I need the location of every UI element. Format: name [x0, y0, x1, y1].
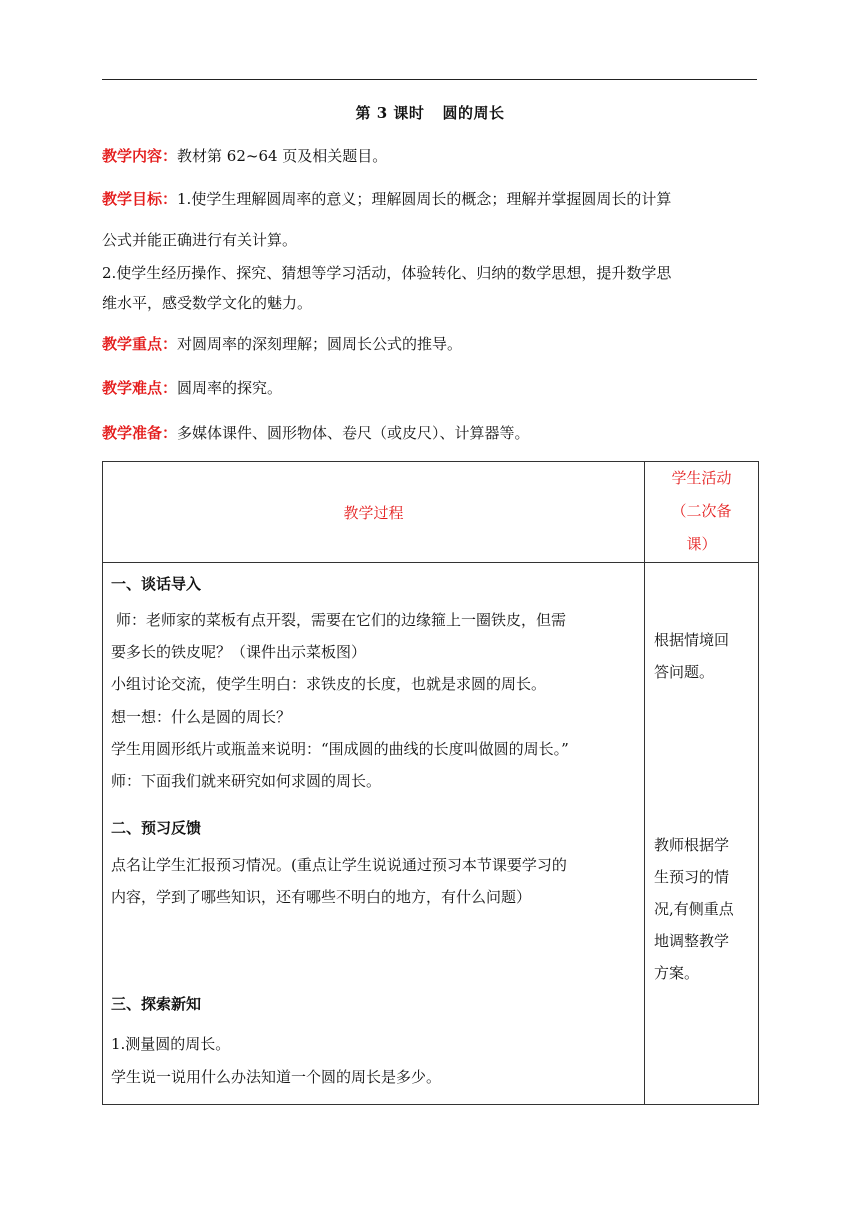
s1-p3: 想一想：什么是圆的周长？: [111, 708, 292, 726]
r2-line5: 方案。: [654, 964, 700, 982]
teaching-goals-item2-line2: 维水平，感受数学文化的魅力。: [102, 294, 313, 312]
header-rule: [102, 79, 757, 80]
header-right-line3: 课）: [686, 535, 717, 553]
s1-p1-line2: 要多长的铁皮呢？（课件出示菜板图）: [111, 643, 367, 661]
s3-p1: 1.测量圆的周长。: [111, 1035, 231, 1053]
teaching-content-text: 教材第 62~64 页及相关题目。: [177, 147, 388, 165]
teaching-difficulty: [102, 377, 758, 399]
section-3-title: 三、探索新知: [111, 995, 202, 1013]
r2-line4: 地调整教学: [654, 932, 730, 950]
s1-p4: 学生用圆形纸片或瓶盖来说明：“围成圆的曲线的长度叫做圆的周长。”: [111, 740, 569, 758]
header-right-line2: （二次备: [671, 502, 732, 520]
lesson-name: 圆的周长: [442, 104, 505, 122]
section-2-title: 二、预习反馈: [111, 819, 202, 837]
teaching-content: [102, 145, 758, 167]
activity-cell: [645, 563, 759, 1105]
r2-line3: 况,有侧重点: [654, 900, 734, 918]
teaching-key-text: 对圆周率的深刻理解；圆周长公式的推导。: [177, 335, 463, 353]
teaching-goals-text1: 1.使学生理解圆周率的意义；理解圆周长的概念；理解并掌握圆周长的计算: [177, 190, 672, 208]
header-teaching-process: 教学过程: [103, 462, 645, 563]
teaching-goals-line2: 公式并能正确进行有关计算。: [102, 231, 298, 249]
process-cell: [103, 563, 645, 1105]
lesson-table: [102, 461, 759, 1105]
r2-line2: 生预习的情: [654, 868, 730, 886]
header-student-activity: [645, 462, 759, 563]
teaching-content-label: 教学内容：: [102, 147, 178, 165]
r1-line2: 答问题。: [654, 663, 715, 681]
s1-p1-line1: 师：老师家的菜板有点开裂，需要在它们的边缘箍上一圈铁皮，但需: [116, 611, 567, 629]
teaching-goals-label: 教学目标：: [102, 190, 178, 208]
s1-p5: 师：下面我们就来研究如何求圆的周长。: [111, 772, 382, 790]
r2-line1: 教师根据学: [654, 836, 730, 854]
teaching-prep: [102, 422, 758, 444]
teaching-prep-text: 多媒体课件、圆形物体、卷尺（或皮尺）、计算器等。: [177, 424, 530, 442]
teaching-key-label: 教学重点：: [102, 335, 178, 353]
s2-p1-line1: 点名让学生汇报预习情况。(重点让学生说说通过预习本节课要学习的: [111, 856, 567, 874]
s2-p1-line2: 内容，学到了哪些知识，还有哪些不明白的地方，有什么问题）: [111, 888, 532, 906]
teaching-difficulty-label: 教学难点：: [102, 379, 178, 397]
section-1-title: 一、谈话导入: [111, 575, 202, 593]
teaching-goals-item2-line1: 2.使学生经历操作、探究、猜想等学习活动，体验转化、归纳的数学思想，提升数学思: [102, 264, 672, 282]
teaching-prep-label: 教学准备：: [102, 424, 178, 442]
teaching-goals-line1: [102, 188, 758, 210]
header-right-line1: 学生活动: [671, 469, 732, 487]
teaching-difficulty-text: 圆周率的探究。: [177, 379, 283, 397]
s1-p2: 小组讨论交流，使学生明白：求铁皮的长度，也就是求圆的周长。: [111, 675, 547, 693]
page-title: [0, 102, 860, 123]
s3-p2: 学生说一说用什么办法知道一个圆的周长是多少。: [111, 1068, 442, 1086]
r1-line1: 根据情境回: [654, 631, 730, 649]
teaching-key: [102, 333, 758, 355]
lesson-number: 第 3 课时: [355, 104, 425, 122]
